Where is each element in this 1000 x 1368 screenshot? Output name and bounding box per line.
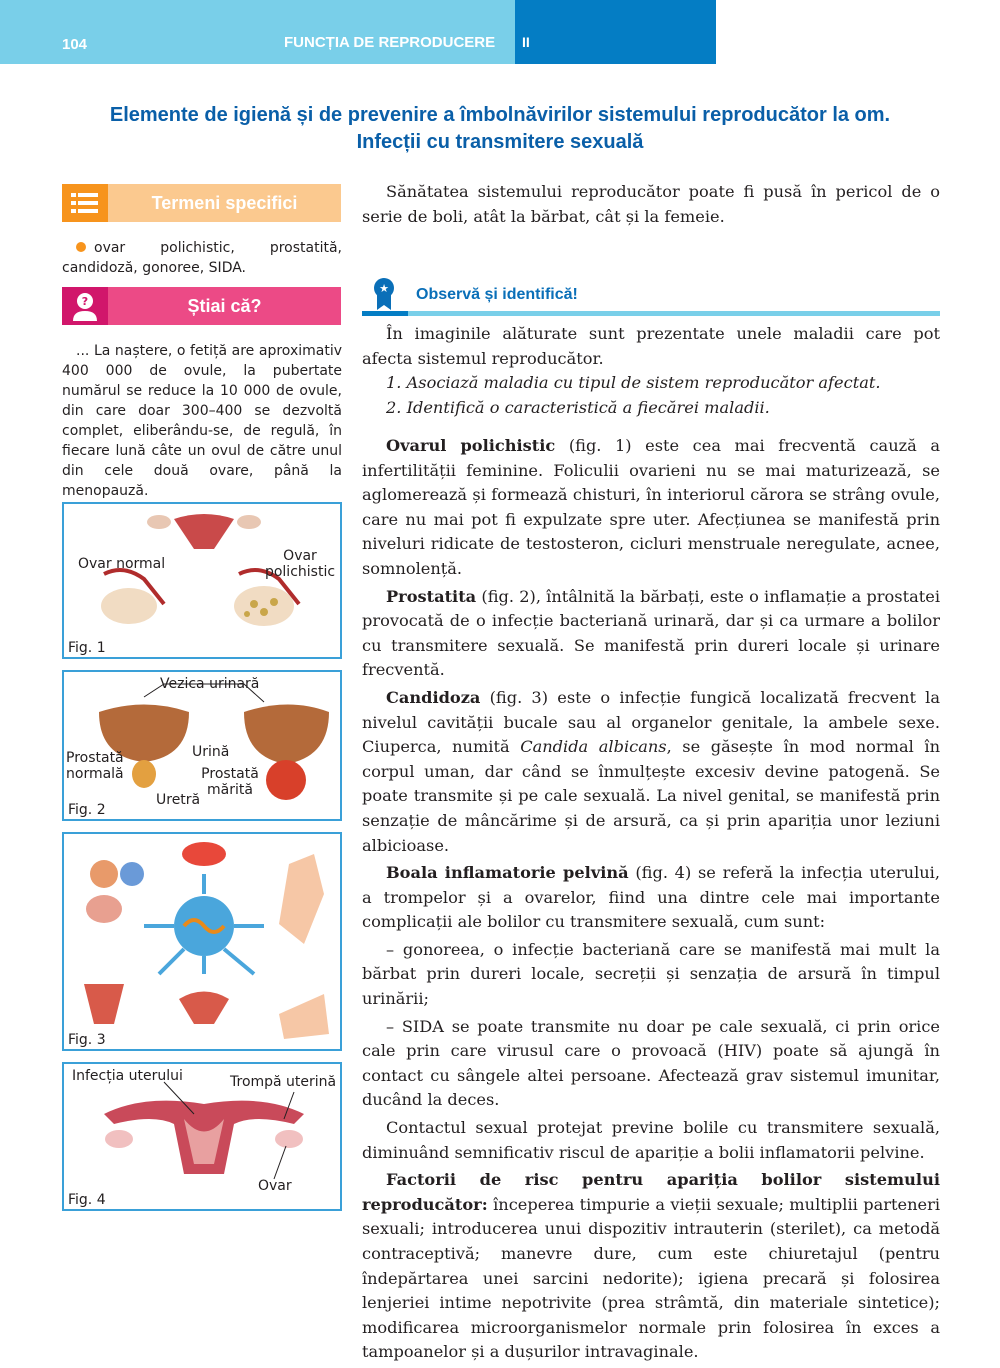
page-number: 104 — [62, 36, 88, 53]
label-uterus-infection: Infecția uterului — [72, 1068, 183, 1084]
label-polycystic-ovary: Ovar polichistic — [264, 548, 336, 580]
question-person-icon — [62, 287, 108, 325]
paragraph-text: previne bolile cu transmitere sexuală, diminuând semnificativ riscul de apariție a bolii inflamatorii pelvine. — [362, 1118, 940, 1162]
bold-term: Boala inflamatorie pelvină — [386, 863, 629, 883]
divider-dark — [362, 311, 408, 316]
bold-term: Prostatita — [386, 586, 477, 606]
paragraph-text: – gonoreea, o infecție bacteriană care se manifestă mai mult la bărbat prin dureri locale, secreții și senzația de arsură în timpul urinării; — [362, 939, 940, 1009]
header-band — [0, 0, 515, 64]
paragraph-text: începerea timpurie a vieții sexuale; multiplii parteneri sexuali; introducerea unui dispozitiv intrauterin (sterilet), ca metodă contraceptivă; manevre dure, cum este chiuretajul (pentru îndepărtarea unei sarcini nedorite); igiena precară și folosirea lenjeriei intime nepotrivite (prea strâmtă, din materiale sintetice); modificarea microorganismelor normale prin folosirea în exces a tampoanelor și a dușurilor intravaginale. — [362, 1194, 940, 1362]
body-paragraph — [362, 1015, 940, 1113]
bold-term: Ovarul polichistic — [386, 436, 556, 455]
italic-term: Candida albicans — [520, 737, 667, 757]
figure-1 — [62, 502, 342, 659]
ovary-illustration — [64, 504, 340, 657]
label-enlarged-prostate: Prostată mărită — [201, 766, 259, 798]
unit-number: II — [522, 34, 530, 50]
observe-paragraph: În imaginile alăturate sunt prezentate unele maladii care pot afecta sistemul reproducător. — [362, 324, 940, 368]
observe-heading: Observă și identifică! — [416, 286, 578, 303]
list-icon — [62, 184, 108, 222]
label-fallopian-tube: Trompă uterină — [230, 1074, 337, 1090]
paragraph-text: Contactul sexual protejat — [386, 1118, 603, 1138]
figure-2 — [62, 670, 342, 821]
paragraph-text: (fig. 3) este o infecție fungică localizată frecvent la nivelul cavității bucale sau al organelor genitale, la ambele sexe. Ciuperca, numită — [362, 687, 940, 757]
label-urethra: Uretră — [156, 792, 201, 808]
title-line-1: Elemente de igienă și de prevenire a îmbolnăvirilor sistemului reproducător la om. — [109, 104, 891, 126]
body-text — [362, 434, 940, 1368]
body-paragraph — [362, 861, 940, 935]
terms-box — [62, 184, 341, 222]
terms-text — [62, 238, 342, 278]
paragraph-text: (fig. 4) se referă la infecția uterului, a trompelor și a ovarelor, fiind una dintre cele mai importante complicații ale bolilor cu transmitere sexuală, cum sunt: — [362, 863, 940, 932]
intro-paragraph: Sănătatea sistemului reproducător poate fi pusă în pericol de o serie de boli, atât la bărbat, cât și la femeie. — [362, 182, 940, 226]
figure-caption: Fig. 2 — [68, 802, 106, 818]
observe-text — [362, 322, 940, 423]
svg-text:?: ? — [81, 295, 89, 308]
candida-illustration — [64, 834, 340, 1049]
title-line-2: Infecții cu transmitere sexuală — [356, 131, 644, 153]
body-paragraph — [362, 585, 940, 683]
paragraph-text: , se găsește în mod normal în corpul uman, dar când se înmulțește excesiv devine patogenă. Se poate transmite și pe cale sexuală. La nivel genital, se manifestă prin senzație de mâncărime și de arsură, ca și prin apariția unor leziuni albicioase. — [362, 737, 940, 855]
label-normal-ovary: Ovar normal — [78, 556, 166, 572]
header-band-dark — [515, 0, 716, 64]
label-urine: Urină — [192, 744, 230, 760]
terms-heading: Termeni specifici — [151, 193, 298, 213]
paragraph-text: – SIDA se poate transmite nu doar pe cale sexuală, ci prin orice cale prin care virusul care o provoacă (HIV) poate să ajungă în contact cu sângele altei persoane. Afectează grav sistemul imunitar, ducând la deces. — [362, 1016, 940, 1110]
page-title — [40, 102, 960, 156]
chapter-title: FUNCȚIA DE REPRODUCERE — [284, 34, 496, 51]
label-bladder: Vezica urinară — [160, 676, 260, 692]
figure-caption: Fig. 4 — [68, 1192, 106, 1208]
body-paragraph — [362, 686, 940, 858]
figure-caption: Fig. 3 — [68, 1032, 106, 1048]
bold-term: Factorii de risc pentru apariția bolilor sistemului reproducător: — [362, 1170, 940, 1214]
body-paragraph — [362, 434, 940, 582]
label-normal-prostate: Prostată normală — [66, 750, 124, 782]
task-2: 2. Identifică o caracteristică a fiecărei maladii. — [386, 397, 770, 417]
task-1: 1. Asociază maladia cu tipul de sistem reproducător afectat. — [386, 373, 881, 393]
paragraph-text: (fig. 2), întâlnită la bărbați, este o inflamație a prostatei provocată de o infecție bacteriană urinară, dar și ca urmare a bolilor cu transmitere sexuală. Se manifestă prin dureri locale și urinare frecventă. — [362, 586, 940, 680]
figure-caption: Fig. 1 — [68, 640, 106, 656]
paragraph-text: (fig. 1) este cea mai frecventă cauză a infertilității feminine. Foliculii ovarieni nu se mai maturizează, se aglomerează și formează chisturi, în interiorul cărora se strâng ovule, care nu mai pot fi expulzate spre uter. Afecțiunea se manifestă prin niveluri ridicate de testosteron, cicluri menstruale neregulate, acnee, somnolență. — [362, 436, 941, 578]
label-ovary: Ovar — [258, 1178, 292, 1194]
body-paragraph — [362, 1116, 940, 1165]
did-you-know-box — [62, 287, 341, 325]
figure-4 — [62, 1062, 342, 1211]
observe-section-header — [362, 276, 940, 318]
intro-text — [362, 180, 940, 232]
did-you-know-text: ... La naștere, o fetiță are aproximativ 400 000 de ovule, la pubertate numărul se reduce la 10 000 de ovule, din care doar 300–400 se dezvoltă complet, eliberându-se, de regulă, în fiecare lună câte un ovul de către unul din cele două ovare, până la menopauză. — [62, 343, 342, 499]
figure-3 — [62, 832, 342, 1051]
body-paragraph — [362, 938, 940, 1012]
body-paragraph — [362, 1168, 940, 1365]
bullet-icon — [76, 242, 86, 252]
award-ribbon-icon — [362, 276, 402, 312]
divider-light — [408, 311, 940, 316]
svg-text:★: ★ — [379, 282, 389, 295]
terms-list: ovar polichistic, prostatită, candidoză, gonoree, SIDA. — [62, 240, 342, 276]
bold-term: Candidoza — [386, 687, 481, 707]
did-you-know-heading: Știai că? — [187, 296, 262, 316]
